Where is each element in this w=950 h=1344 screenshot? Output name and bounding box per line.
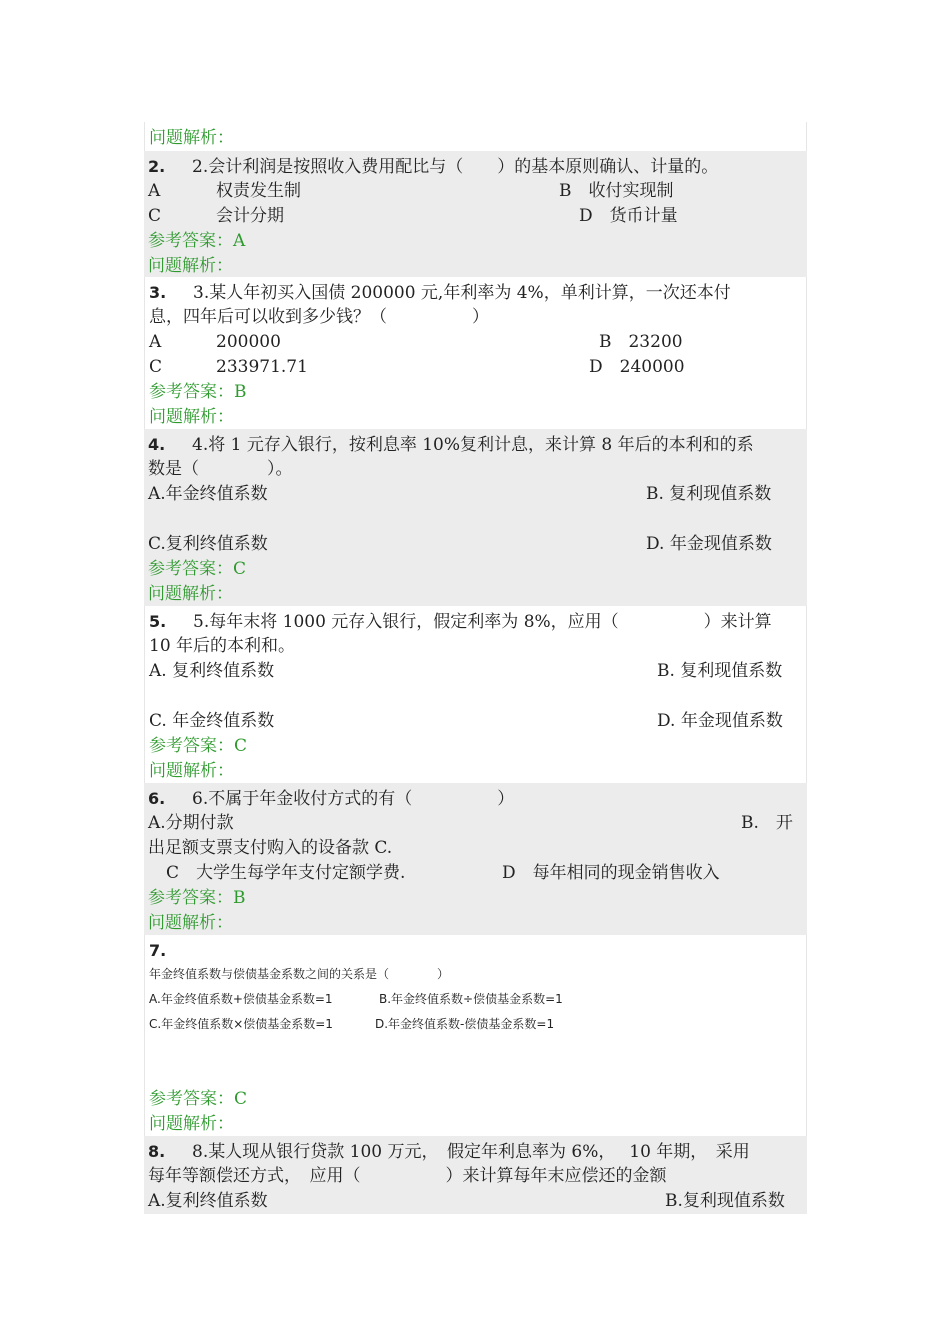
question-6	[144, 783, 807, 935]
option-a: A.年金终值系数+偿债基金系数=1	[149, 992, 333, 1006]
question-7	[144, 935, 807, 1136]
question-stem-line-1: 4.将 1 元存入银行，按利息率 10%复利计息，来计算 8 年后的本利和的系	[192, 435, 754, 455]
option-a: A.复利终值系数	[148, 1191, 268, 1211]
question-4	[144, 429, 807, 606]
question-number: 5.	[149, 612, 167, 631]
option-c-letter: C	[149, 357, 163, 377]
option-c: 233971.71	[216, 357, 308, 377]
question-stem-line-2: 数是（ ）。	[148, 459, 293, 479]
question-3	[144, 277, 807, 429]
analysis-label: 问题解析：	[148, 584, 233, 604]
question-number: 8.	[148, 1142, 166, 1161]
question-1-tail	[144, 122, 807, 151]
option-b: B. 复利现值系数	[646, 484, 772, 504]
reference-answer: 参考答案：B	[148, 888, 246, 908]
analysis-label: 问题解析：	[149, 128, 234, 148]
option-d: D. 年金现值系数	[657, 711, 783, 731]
question-stem: 6.不属于年金收付方式的有（ ）	[192, 789, 515, 809]
option-d: D 每年相同的现金销售收入	[502, 863, 720, 883]
option-c: C 大学生每学年支付定额学费.	[166, 863, 406, 883]
option-a: 权责发生制	[216, 181, 301, 201]
question-stem-line-1: 5.每年末将 1000 元存入银行，假定利率为 8%，应用（ ）来计算	[193, 612, 772, 632]
exam-page	[144, 122, 807, 1214]
analysis-label: 问题解析：	[148, 913, 233, 933]
question-stem-line-1: 8.某人现从银行贷款 100 万元， 假定年利息率为 6%， 10 年期， 采用	[192, 1142, 750, 1162]
option-d: D 240000	[589, 357, 685, 377]
option-a: 200000	[216, 332, 281, 352]
question-number: 3.	[149, 283, 167, 302]
option-a: A.分期付款	[148, 813, 234, 833]
question-stem-line-2: 每年等额偿还方式， 应用（ ）来计算每年末应偿还的金额	[148, 1166, 667, 1186]
option-c: C.复利终值系数	[148, 534, 268, 554]
analysis-label: 问题解析：	[149, 1114, 234, 1134]
question-stem-line-1: 3.某人年初买入国债 200000 元,年利率为 4%，单利计算，一次还本付	[193, 283, 731, 303]
option-d: D. 年金现值系数	[646, 534, 772, 554]
question-stem: 年金终值系数与偿债基金系数之间的关系是（ ）	[149, 967, 450, 981]
question-number: 6.	[148, 789, 166, 808]
question-number: 2.	[148, 157, 166, 176]
analysis-label: 问题解析：	[149, 761, 234, 781]
option-d: D.年金终值系数-偿债基金系数=1	[375, 1017, 555, 1031]
option-a: A. 复利终值系数	[149, 661, 275, 681]
option-c: 会计分期	[216, 206, 284, 226]
question-number: 7.	[149, 941, 167, 960]
reference-answer: 参考答案：A	[148, 231, 246, 251]
option-a: A.年金终值系数	[148, 484, 268, 504]
question-8	[144, 1136, 807, 1214]
question-2	[144, 151, 807, 277]
question-number: 4.	[148, 435, 166, 454]
option-c: C. 年金终值系数	[149, 711, 275, 731]
option-d: D 货币计量	[579, 206, 678, 226]
option-c: C.年金终值系数×偿债基金系数=1	[149, 1017, 333, 1031]
reference-answer: 参考答案：C	[149, 736, 248, 756]
question-stem-line-2: 息，四年后可以收到多少钱？（ ）	[149, 307, 489, 327]
option-b: B 23200	[599, 332, 683, 352]
analysis-label: 问题解析：	[149, 407, 234, 427]
reference-answer: 参考答案：B	[149, 382, 247, 402]
option-b: B. 复利现值系数	[657, 661, 783, 681]
option-a-letter: A	[149, 332, 162, 352]
option-b: B.复利现值系数	[665, 1191, 785, 1211]
option-c-letter: C	[148, 206, 162, 226]
question-stem-line-2: 10 年后的本利和。	[149, 636, 296, 656]
option-b: B.年金终值系数÷偿债基金系数=1	[379, 992, 563, 1006]
option-a-letter: A	[148, 181, 161, 201]
reference-answer: 参考答案：C	[149, 1089, 248, 1109]
option-b: B 收付实现制	[559, 181, 674, 201]
question-5	[144, 606, 807, 783]
reference-answer: 参考答案：C	[148, 559, 247, 579]
question-stem: 2.会计利润是按照收入费用配比与（ ）的基本原则确认、计量的。	[192, 157, 719, 177]
option-b: B. 开	[741, 813, 793, 833]
analysis-label: 问题解析：	[148, 256, 233, 276]
option-b-continuation: 出足额支票支付购入的设备款 C.	[148, 838, 393, 858]
